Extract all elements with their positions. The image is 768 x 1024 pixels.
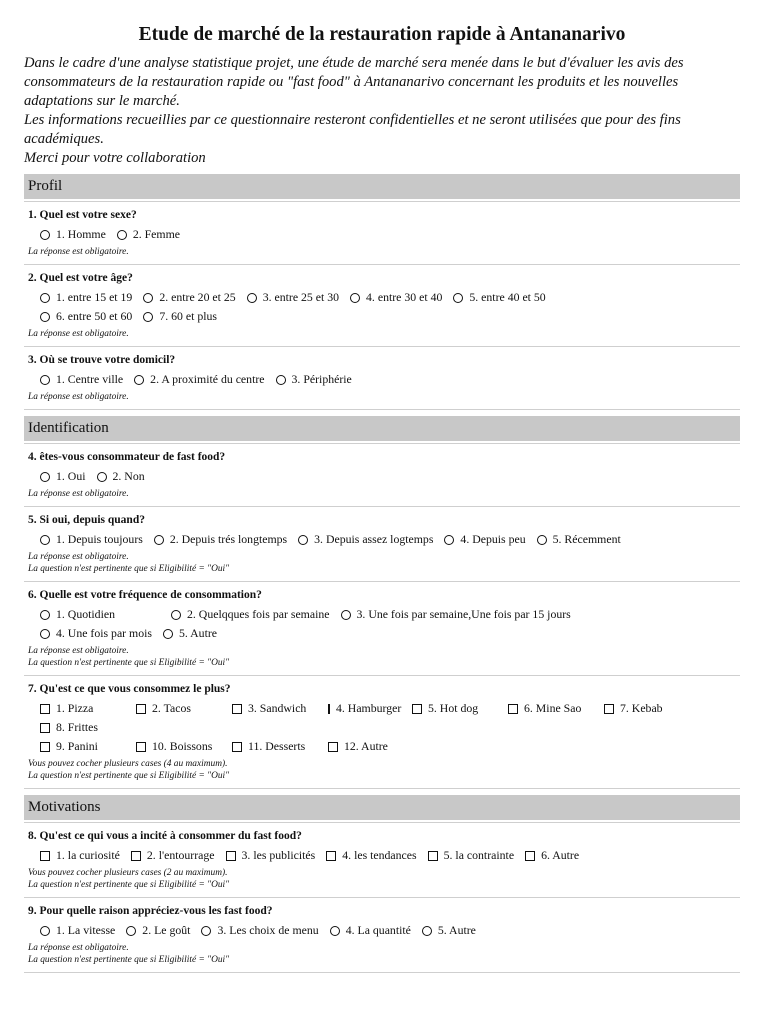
option-row [28,307,740,326]
option-label: 1. entre 15 et 19 [56,290,133,304]
checkbox-option[interactable] [525,846,579,865]
option-label: 1. Homme [56,227,106,241]
radio-button-icon[interactable] [453,293,463,303]
radio-option[interactable] [117,225,180,244]
radio-option[interactable] [40,530,143,549]
radio-option[interactable] [201,921,318,940]
option-label: 12. Autre [344,739,388,753]
radio-option[interactable] [537,530,621,549]
checkbox-option[interactable] [136,737,220,756]
option-row [28,737,740,756]
option-label: 1. Oui [56,469,86,483]
radio-button-icon[interactable] [97,472,107,482]
checkbox-icon[interactable] [232,742,242,752]
radio-button-icon[interactable] [143,312,153,322]
option-label: 5. Récemment [552,532,621,546]
checkbox-option[interactable] [40,737,124,756]
radio-option[interactable] [163,624,217,643]
option-label: 6. Mine Sao [524,701,582,715]
question-note: Vous pouvez cocher plusieurs cases (4 au maximum). [28,759,228,769]
radio-option[interactable] [40,467,86,486]
question-note: La question n'est pertinente que si Eligibilité = "Oui" [28,564,230,574]
form-body [24,174,740,973]
option-label: 7. Kebab [620,701,663,715]
option-label: 1. La vitesse [56,923,116,937]
checkbox-icon[interactable] [328,742,338,752]
question-block [24,582,740,676]
option-row [28,921,740,940]
radio-option[interactable] [97,467,145,486]
checkbox-icon[interactable] [131,851,141,861]
question-note: La question n'est pertinente que si Eligibilité = "Oui" [28,880,230,890]
radio-option[interactable] [40,605,160,624]
question-title: 5. Si oui, depuis quand? [28,514,145,526]
question-block [24,347,740,410]
option-label: 1. Pizza [56,701,94,715]
option-label: 2. entre 20 et 25 [159,290,236,304]
radio-button-icon[interactable] [163,629,173,639]
checkbox-option[interactable] [508,699,592,718]
option-label: 6. Autre [541,848,580,862]
checkbox-icon[interactable] [40,851,50,861]
checkbox-option[interactable] [40,846,120,865]
checkbox-icon[interactable] [232,704,242,714]
question-note: La réponse est obligatoire. [28,489,129,499]
radio-option[interactable] [247,288,339,307]
radio-option[interactable] [453,288,545,307]
radio-button-icon[interactable] [40,472,50,482]
checkbox-option[interactable] [136,699,220,718]
option-label: 5. entre 40 et 50 [469,290,546,304]
option-label: 11. Desserts [248,739,306,753]
option-label: 4. les tendances [342,848,417,862]
radio-button-icon[interactable] [40,629,50,639]
checkbox-icon[interactable] [326,851,336,861]
checkbox-icon[interactable] [40,723,50,733]
radio-button-icon[interactable] [298,535,308,545]
option-label: 2. Tacos [152,701,191,715]
checkbox-option[interactable] [428,846,514,865]
checkbox-icon[interactable] [604,704,614,714]
radio-option[interactable] [40,370,123,389]
checkbox-icon[interactable] [136,704,146,714]
question-note: La réponse est obligatoire. [28,646,129,656]
radio-option[interactable] [276,370,352,389]
option-label: 4. Depuis peu [460,532,526,546]
checkbox-icon[interactable] [40,742,50,752]
radio-option[interactable] [444,530,525,549]
radio-button-icon[interactable] [201,926,211,936]
radio-button-icon[interactable] [40,230,50,240]
question-title: 4. êtes-vous consommateur de fast food? [28,451,226,463]
question-title: 8. Qu'est ce qui vous a incité à consommer du fast food? [28,830,302,842]
radio-option[interactable] [143,307,217,326]
option-label: 3. Une fois par semaine,Une fois par 15 jours [356,607,571,621]
question-title: 3. Où se trouve votre domicil? [28,354,176,366]
question-note: La réponse est obligatoire. [28,329,129,339]
option-row [28,467,740,486]
option-label: 7. 60 et plus [159,309,218,323]
radio-button-icon[interactable] [330,926,340,936]
checkbox-icon[interactable] [226,851,236,861]
radio-option[interactable] [298,530,433,549]
intro-paragraph: Merci pour votre collaboration [24,150,206,166]
radio-option[interactable] [40,307,132,326]
radio-option[interactable] [171,605,330,624]
question-note: La question n'est pertinente que si Eligibilité = "Oui" [28,658,230,668]
option-label: 3. les publicités [241,848,316,862]
question-title: 2. Quel est votre âge? [28,272,133,284]
question-block [24,898,740,973]
section-header-identification: Identification [24,416,740,441]
option-label: 1. Centre ville [56,372,124,386]
question-block [24,265,740,347]
radio-option[interactable] [134,370,264,389]
radio-button-icon[interactable] [40,926,50,936]
radio-option[interactable] [40,921,115,940]
checkbox-icon[interactable] [412,704,422,714]
option-label: 2. Femme [132,227,180,241]
option-label: 9. Panini [56,739,98,753]
radio-button-icon[interactable] [171,610,181,620]
checkbox-option[interactable] [232,737,316,756]
question-title: 6. Quelle est votre fréquence de consommation? [28,589,262,601]
radio-button-icon[interactable] [276,375,286,385]
question-note: La question n'est pertinente que si Eligibilité = "Oui" [28,955,230,965]
option-row [28,846,740,865]
option-label: 3. Les choix de menu [217,923,319,937]
radio-button-icon[interactable] [444,535,454,545]
option-label: 2. Quelqques fois par semaine [187,607,330,621]
option-label: 8. Frittes [56,720,98,734]
checkbox-icon[interactable] [136,742,146,752]
radio-option[interactable] [40,288,132,307]
option-label: 5. la contrainte [443,848,515,862]
radio-button-icon[interactable] [40,293,50,303]
question-title: 1. Quel est votre sexe? [28,209,137,221]
option-row [28,624,740,643]
intro-text [24,54,740,168]
radio-button-icon[interactable] [117,230,127,240]
checkbox-option[interactable] [412,699,496,718]
radio-button-icon[interactable] [422,926,432,936]
checkbox-option[interactable] [40,718,124,737]
question-block [24,202,740,265]
checkbox-option[interactable] [40,699,124,718]
radio-option[interactable] [422,921,476,940]
intro-paragraph: Les informations recueillies par ce questionnaire resteront confidentielles et ne seront utilisées que pour des fins académiques. [24,112,681,147]
checkbox-option[interactable] [328,699,400,718]
option-row [28,530,740,549]
option-row [28,370,740,389]
radio-button-icon[interactable] [40,610,50,620]
option-label: 4. La quantité [345,923,411,937]
checkbox-icon[interactable] [40,704,50,714]
option-label: 3. Périphérie [291,372,352,386]
option-label: 3. Sandwich [248,701,307,715]
radio-button-icon[interactable] [154,535,164,545]
radio-option[interactable] [126,921,190,940]
section-header-motivations: Motivations [24,795,740,820]
question-block [24,823,740,898]
checkbox-option[interactable] [131,846,215,865]
option-label: 3. entre 25 et 30 [262,290,340,304]
question-title: 9. Pour quelle raison appréciez-vous les fast food? [28,905,273,917]
checkbox-icon[interactable] [508,704,518,714]
option-label: 3. Depuis assez logtemps [314,532,434,546]
question-note: La question n'est pertinente que si Eligibilité = "Oui" [28,771,230,781]
intro-paragraph: Dans le cadre d'une analyse statistique projet, une étude de marché sera menée dans le but d'évaluer les avis des consommateurs de la restauration rapide ou "fast food" à Antananarivo concernant les produits et les nouvelles adaptations sur le marché. [24,55,684,109]
option-label: 6. entre 50 et 60 [56,309,133,323]
question-block [24,676,740,789]
radio-button-icon[interactable] [126,926,136,936]
option-label: 1. Quotidien [56,607,115,621]
checkbox-icon[interactable] [328,704,330,714]
option-row [28,288,740,307]
radio-button-icon[interactable] [341,610,351,620]
option-label: 2. Depuis trés longtemps [169,532,288,546]
option-label: 2. l'entourrage [146,848,215,862]
option-label: 2. Le goût [142,923,191,937]
option-row [28,225,740,244]
radio-option[interactable] [341,605,571,624]
question-title: 7. Qu'est ce que vous consommez le plus? [28,683,231,695]
option-label: 1. Depuis toujours [56,532,143,546]
radio-button-icon[interactable] [40,535,50,545]
radio-option[interactable] [350,288,442,307]
radio-button-icon[interactable] [40,312,50,322]
radio-option[interactable] [330,921,411,940]
option-label: 5. Autre [437,923,476,937]
radio-option[interactable] [154,530,287,549]
option-label: 5. Hot dog [428,701,479,715]
question-note: La réponse est obligatoire. [28,943,129,953]
radio-button-icon[interactable] [40,375,50,385]
option-label: 5. Autre [179,626,218,640]
question-note: Vous pouvez cocher plusieurs cases (2 au maximum). [28,868,228,878]
option-label: 2. A proximité du centre [150,372,265,386]
radio-option[interactable] [143,288,235,307]
question-block [24,507,740,582]
option-label: 1. la curiosité [56,848,120,862]
question-note: La réponse est obligatoire. [28,392,129,402]
checkbox-icon[interactable] [428,851,438,861]
option-label: 10. Boissons [152,739,213,753]
radio-option[interactable] [40,624,152,643]
checkbox-icon[interactable] [525,851,535,861]
checkbox-option[interactable] [232,699,316,718]
option-row [28,605,740,624]
page-title: Etude de marché de la restauration rapide à Antananarivo [138,24,626,45]
radio-button-icon[interactable] [134,375,144,385]
section-header-profil: Profil [24,174,740,199]
option-label: 2. Non [112,469,145,483]
radio-button-icon[interactable] [537,535,547,545]
radio-button-icon[interactable] [247,293,257,303]
checkbox-option[interactable] [226,846,316,865]
radio-button-icon[interactable] [143,293,153,303]
radio-button-icon[interactable] [350,293,360,303]
question-note: La réponse est obligatoire. [28,552,129,562]
checkbox-option[interactable] [328,737,412,756]
question-note: La réponse est obligatoire. [28,247,129,257]
checkbox-option[interactable] [326,846,416,865]
option-label: 4. Hamburger [336,701,402,715]
question-block [24,444,740,507]
option-label: 4. Une fois par mois [56,626,152,640]
radio-option[interactable] [40,225,106,244]
option-row [28,699,740,737]
checkbox-option[interactable] [604,699,688,718]
option-label: 4. entre 30 et 40 [366,290,443,304]
